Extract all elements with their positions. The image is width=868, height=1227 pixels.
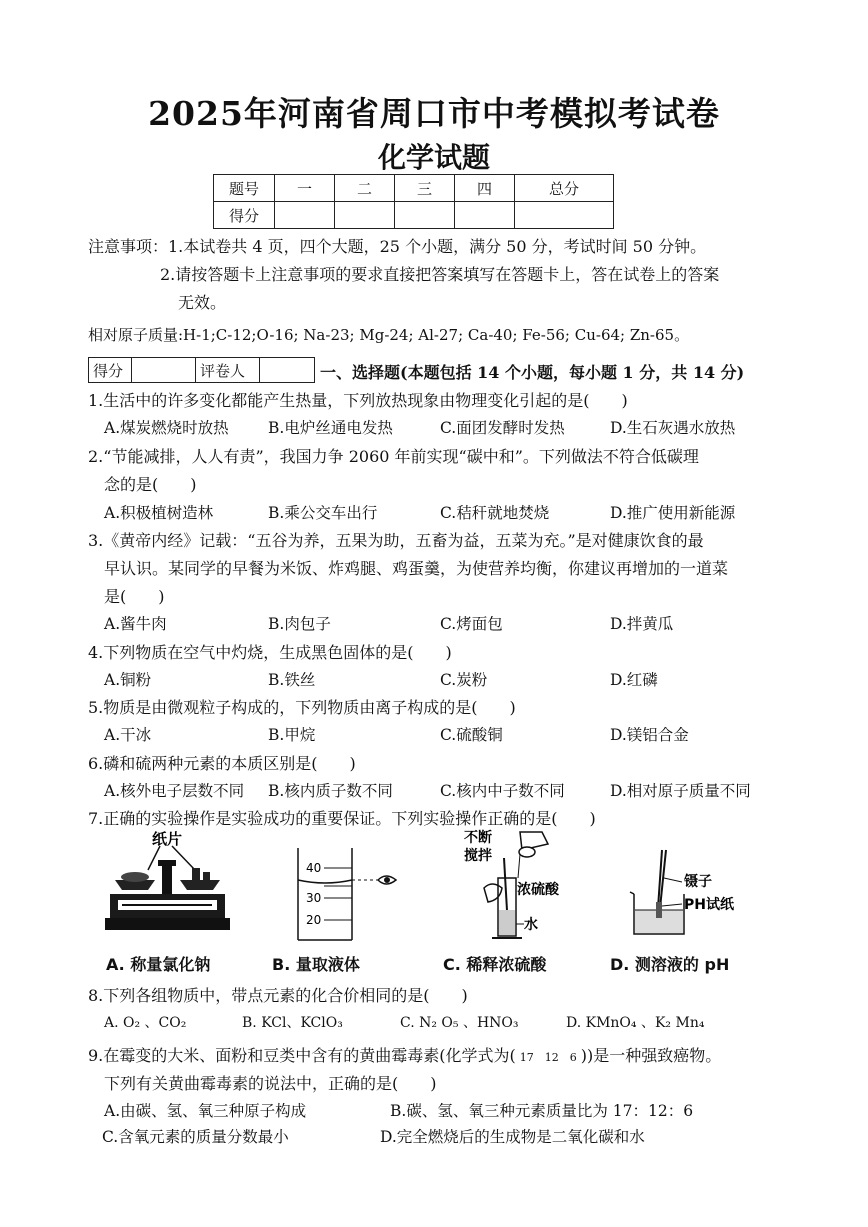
q7-option-d[interactable]: D. 测溶液的 pH (610, 955, 730, 974)
q8-option-b[interactable]: B. KCl、KClO₃ (242, 1015, 343, 1031)
tick-30: 30 (306, 891, 322, 905)
q5-stem: 5.物质是由微观粒子构成的，下列物质由离子构成的是( ) (88, 698, 516, 717)
q4-stem: 4.下列物质在空气中灼烧，生成黑色固体的是( ) (88, 643, 452, 662)
grader-cell: 得分 (89, 358, 132, 383)
q3-stem-cont: 是( ) (104, 587, 165, 606)
q9-option-c[interactable]: C.含氧元素的质量分数最小 (102, 1128, 289, 1146)
note-1: 注意事项：1.本试卷共 4 页，四个大题，25 个小题，满分 50 分，考试时间 50 分钟。 (88, 237, 707, 256)
q9-stem-part1: 9.在霉变的大米、面粉和豆类中含有的黄曲霉毒素(化学式为( (88, 1046, 516, 1065)
score-cell: 得分 (214, 202, 275, 229)
q8-option-c[interactable]: C. N₂ O₅ 、HNO₃ (400, 1015, 519, 1031)
note-2-cont: 无效。 (178, 293, 227, 312)
q4-option-c[interactable]: C.炭粉 (440, 671, 488, 689)
q9-option-b[interactable]: B.碳、氢、氧三种元素质量比为 17：12：6 (390, 1102, 694, 1120)
q8-option-d[interactable]: D. KMnO₄ 、K₂ Mn₄ (566, 1015, 705, 1031)
q6-option-b[interactable]: B.核内质子数不同 (268, 782, 393, 800)
q7-option-b[interactable]: B. 量取液体 (272, 955, 360, 974)
q9-option-a[interactable]: A.由碳、氢、氧三种原子构成 (104, 1102, 307, 1120)
q1-option-a[interactable]: A.煤炭燃烧时放热 (104, 419, 229, 437)
q5-option-d[interactable]: D.镁铝合金 (610, 726, 689, 744)
score-cell: 总分 (515, 175, 614, 202)
q2-stem-cont: 念的是( ) (104, 475, 197, 494)
ph-paper-label: PH试纸 (684, 897, 734, 913)
grader-input[interactable] (260, 358, 315, 383)
score-input[interactable] (275, 202, 335, 229)
q6-option-c[interactable]: C.核内中子数不同 (440, 782, 565, 800)
q3-option-b[interactable]: B.肉包子 (268, 615, 331, 633)
q1-option-d[interactable]: D.生石灰遇水放热 (610, 419, 736, 437)
q8-stem: 8.下列各组物质中，带点元素的化合价相同的是( ) (88, 986, 468, 1005)
q7-stem: 7.正确的实验操作是实验成功的重要保证。下列实验操作正确的是( ) (88, 809, 596, 828)
score-cell: 二 (335, 175, 395, 202)
dilution-figure (462, 828, 582, 946)
score-input[interactable] (395, 202, 455, 229)
q3-option-a[interactable]: A.酱牛肉 (104, 615, 167, 633)
q8-option-a[interactable]: A. O₂ 、CO₂ (104, 1015, 187, 1031)
tick-20: 20 (306, 913, 322, 927)
score-cell: 三 (395, 175, 455, 202)
q9-formula: 17 12 6 (519, 1051, 577, 1064)
q6-option-a[interactable]: A.核外电子层数不同 (104, 782, 245, 800)
score-table (213, 174, 614, 229)
q2-option-c[interactable]: C.秸秆就地焚烧 (440, 504, 550, 522)
q5-option-c[interactable]: C.硫酸铜 (440, 726, 503, 744)
q1-option-c[interactable]: C.面团发酵时发热 (440, 419, 565, 437)
q3-option-c[interactable]: C.烤面包 (440, 615, 503, 633)
grader-cell: 评卷人 (196, 358, 260, 383)
cylinder-figure (290, 844, 410, 942)
q5-option-a[interactable]: A.干冰 (104, 726, 152, 744)
atomic-masses: 相对原子质量:H-1;C-12;O-16; Na-23; Mg-24; Al-27; Ca-40; Fe-56; Cu-64; Zn-65。 (88, 326, 690, 344)
note-2: 2.请按答题卡上注意事项的要求直接把答案填写在答题卡上，答在试卷上的答案 (160, 265, 720, 284)
q9-stem-cont: 下列有关黄曲霉毒素的说法中，正确的是( ) (104, 1074, 437, 1093)
water-label: 水 (524, 917, 538, 933)
q3-stem: 3.《黄帝内经》记载：“五谷为养，五果为助，五畜为益，五菜为充。”是对健康饮食的最 (88, 531, 704, 550)
score-cell: 一 (275, 175, 335, 202)
q7-option-a[interactable]: A. 称量氯化钠 (106, 955, 211, 974)
q9-stem (88, 1043, 721, 1066)
tick-40: 40 (306, 861, 322, 875)
q3-option-d[interactable]: D.拌黄瓜 (610, 615, 674, 633)
paper-label: 纸片 (152, 830, 183, 848)
q2-stem: 2.“节能减排，人人有责”，我国力争 2060 年前实现“碳中和”。下列做法不符合低碳理 (88, 447, 699, 466)
q4-option-a[interactable]: A.铜粉 (104, 671, 152, 689)
q2-option-d[interactable]: D.推广使用新能源 (610, 504, 736, 522)
section-title: 一、选择题(本题包括 14 个小题，每小题 1 分，共 14 分) (320, 363, 745, 382)
balance-figure (100, 830, 235, 945)
q6-option-d[interactable]: D.相对原子质量不同 (610, 782, 751, 800)
score-input[interactable] (335, 202, 395, 229)
grader-input[interactable] (132, 358, 196, 383)
q4-option-d[interactable]: D.红磷 (610, 671, 658, 689)
score-input[interactable] (515, 202, 614, 229)
ph-test-figure (608, 848, 748, 940)
q9-option-d[interactable]: D.完全燃烧后的生成物是二氧化碳和水 (380, 1128, 645, 1146)
q9-stem-part2: ))是一种强致癌物。 (580, 1046, 722, 1065)
score-cell: 题号 (214, 175, 275, 202)
score-cell: 四 (455, 175, 515, 202)
q2-option-b[interactable]: B.乘公交车出行 (268, 504, 378, 522)
score-input[interactable] (455, 202, 515, 229)
q5-option-b[interactable]: B.甲烷 (268, 726, 316, 744)
acid-label: 浓硫酸 (517, 882, 559, 898)
stir-label-2: 搅拌 (464, 848, 492, 864)
stir-label-1: 不断 (464, 830, 492, 846)
q4-option-b[interactable]: B.铁丝 (268, 671, 316, 689)
q1-stem: 1.生活中的许多变化都能产生热量，下列放热现象由物理变化引起的是( ) (88, 391, 628, 410)
tweezer-label: 镊子 (684, 874, 712, 890)
q1-option-b[interactable]: B.电炉丝通电发热 (268, 419, 393, 437)
q6-stem: 6.磷和硫两种元素的本质区别是( ) (88, 754, 356, 773)
grader-table (88, 357, 315, 383)
exam-subtitle: 化学试题 (377, 141, 490, 174)
q2-option-a[interactable]: A.积极植树造林 (104, 504, 214, 522)
q3-stem-cont: 早认识。某同学的早餐为米饭、炸鸡腿、鸡蛋羹，为使营养均衡，你建议再增加的一道菜 (104, 559, 729, 578)
exam-title: 2025年河南省周口市中考模拟考试卷 (148, 94, 720, 133)
q7-option-c[interactable]: C. 稀释浓硫酸 (443, 955, 547, 974)
